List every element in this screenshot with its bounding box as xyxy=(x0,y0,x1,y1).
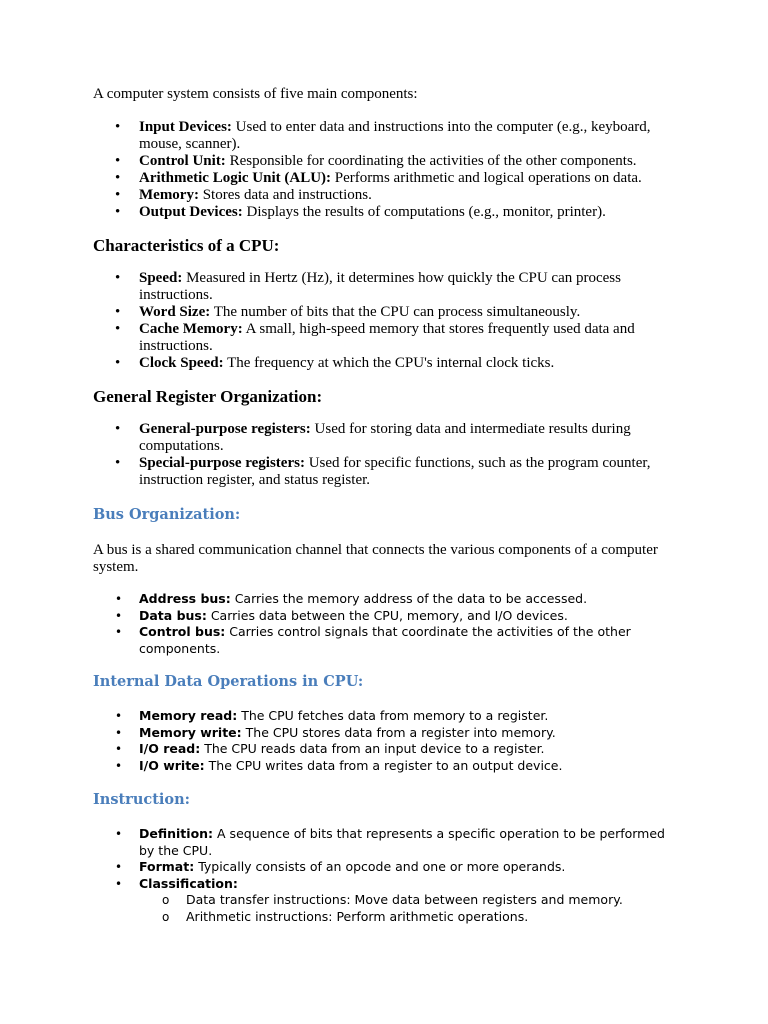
item-term: Control Unit: xyxy=(139,153,226,169)
item-term: Memory write: xyxy=(139,724,242,740)
bullet-icon: • xyxy=(115,421,121,437)
item-text: A sequence of bits that represents a specific operation to be performed by the CPU. xyxy=(139,826,665,858)
document-page xyxy=(93,86,683,925)
item-term: Control bus: xyxy=(139,624,226,639)
bullet-icon: • xyxy=(115,119,121,135)
item-text: Carries data between the CPU, memory, and I/O devices. xyxy=(206,607,568,623)
bullet-icon: • xyxy=(115,709,123,723)
list-item xyxy=(93,608,683,625)
bullet-icon: • xyxy=(115,321,121,337)
item-text: Performs arithmetic and logical operations on data. xyxy=(331,170,642,186)
list-item xyxy=(93,321,683,355)
list-item xyxy=(93,859,683,876)
list-item xyxy=(93,187,683,204)
item-text: The frequency at which the CPU's internal clock ticks. xyxy=(223,355,555,371)
item-term: General-purpose registers: xyxy=(139,421,311,437)
list-item xyxy=(93,725,683,742)
components-list xyxy=(93,119,683,221)
bullet-icon: • xyxy=(115,455,121,471)
item-text: The CPU fetches data from memory to a register. xyxy=(237,708,549,723)
bullet-icon: • xyxy=(115,304,121,320)
item-term: Address bus: xyxy=(139,591,231,606)
list-item xyxy=(93,119,683,153)
item-text: Displays the results of computations (e.g., monitor, printer). xyxy=(242,204,606,220)
item-text: Carries the memory address of the data to be accessed. xyxy=(230,591,588,606)
bullet-icon: • xyxy=(115,860,123,874)
item-text: Stores data and instructions. xyxy=(198,187,372,203)
bus-intro-paragraph: A bus is a shared communication channel that connects the various components of a computer system. xyxy=(93,542,658,575)
item-text: Measured in Hertz (Hz), it determines how quickly the CPU can process instructions. xyxy=(139,270,621,303)
item-text: The CPU reads data from an input device to a register. xyxy=(200,741,545,756)
bullet-icon: • xyxy=(115,758,123,773)
list-item xyxy=(93,758,683,775)
operations-list xyxy=(93,708,683,774)
list-item xyxy=(93,826,683,859)
item-term: I/O read: xyxy=(139,741,201,756)
list-item xyxy=(93,204,683,221)
sub-bullet-icon: o xyxy=(162,909,170,924)
bullet-icon: • xyxy=(115,355,121,371)
list-item xyxy=(93,421,683,455)
list-item xyxy=(93,741,683,758)
list-item xyxy=(93,270,683,304)
item-term: Special-purpose registers: xyxy=(139,455,305,471)
instruction-list xyxy=(93,826,683,892)
item-term: Arithmetic Logic Unit (ALU): xyxy=(139,170,332,186)
register-list xyxy=(93,421,683,489)
bullet-icon: • xyxy=(115,204,121,220)
bullet-icon: • xyxy=(115,170,121,186)
list-item xyxy=(93,708,683,725)
instruction-heading: Instruction: xyxy=(93,791,190,808)
bullet-icon: • xyxy=(115,592,123,606)
bullet-icon: • xyxy=(115,608,123,623)
item-term: Classification: xyxy=(139,875,238,891)
cpu-characteristics-heading: Characteristics of a CPU: xyxy=(93,236,280,255)
list-item xyxy=(93,892,683,909)
item-term: Format: xyxy=(139,859,195,874)
item-text: Typically consists of an opcode and one or more operands. xyxy=(194,859,566,874)
list-item xyxy=(93,355,683,372)
bullet-icon: • xyxy=(115,876,123,891)
item-text: A small, high-speed memory that stores frequently used data and instructions. xyxy=(139,321,635,354)
item-term: Clock Speed: xyxy=(139,355,224,371)
bus-organization-heading: Bus Organization: xyxy=(93,506,241,523)
item-term: Output Devices: xyxy=(139,204,243,220)
sub-bullet-icon: o xyxy=(162,893,170,907)
item-term: Data bus: xyxy=(139,607,207,623)
item-text: The number of bits that the CPU can process simultaneously. xyxy=(210,304,581,320)
bullet-icon: • xyxy=(115,625,123,639)
item-text: Used for specific functions, such as the program counter, instruction register, and status register. xyxy=(139,455,651,488)
list-item xyxy=(93,455,683,489)
item-text: Responsible for coordinating the activities of the other components. xyxy=(225,153,637,169)
item-term: Word Size: xyxy=(139,304,211,320)
list-item xyxy=(93,876,683,893)
item-text: Used to enter data and instructions into the computer (e.g., keyboard, mouse, scanner). xyxy=(139,119,651,152)
bullet-icon: • xyxy=(115,153,121,169)
list-item xyxy=(93,304,683,321)
list-item xyxy=(93,624,683,657)
item-term: Input Devices: xyxy=(139,119,232,135)
bullet-icon: • xyxy=(115,725,123,740)
register-organization-heading: General Register Organization: xyxy=(93,387,323,406)
item-term: Speed: xyxy=(139,270,183,286)
item-term: I/O write: xyxy=(139,757,205,773)
item-term: Definition: xyxy=(139,826,214,841)
item-text: Data transfer instructions: Move data between registers and memory. xyxy=(186,892,623,907)
bus-list xyxy=(93,591,683,657)
list-item xyxy=(93,909,683,926)
item-text: The CPU stores data from a register into memory. xyxy=(241,724,556,740)
item-text: Arithmetic instructions: Perform arithmetic operations. xyxy=(186,908,529,924)
bullet-icon: • xyxy=(115,742,123,756)
item-term: Cache Memory: xyxy=(139,321,243,337)
list-item xyxy=(93,153,683,170)
classification-sublist xyxy=(93,892,683,925)
internal-operations-heading: Internal Data Operations in CPU: xyxy=(93,673,364,690)
list-item xyxy=(93,591,683,608)
item-term: Memory: xyxy=(139,187,199,203)
item-term: Memory read: xyxy=(139,708,238,723)
item-text: Carries control signals that coordinate the activities of the other components. xyxy=(139,624,631,656)
item-text: The CPU writes data from a register to an output device. xyxy=(204,757,563,773)
item-text: Used for storing data and intermediate results during computations. xyxy=(139,421,631,454)
list-item xyxy=(93,170,683,187)
cpu-characteristics-list xyxy=(93,270,683,372)
intro-paragraph: A computer system consists of five main components: xyxy=(93,86,418,102)
bullet-icon: • xyxy=(115,827,123,841)
bullet-icon: • xyxy=(115,187,121,203)
bullet-icon: • xyxy=(115,270,121,286)
